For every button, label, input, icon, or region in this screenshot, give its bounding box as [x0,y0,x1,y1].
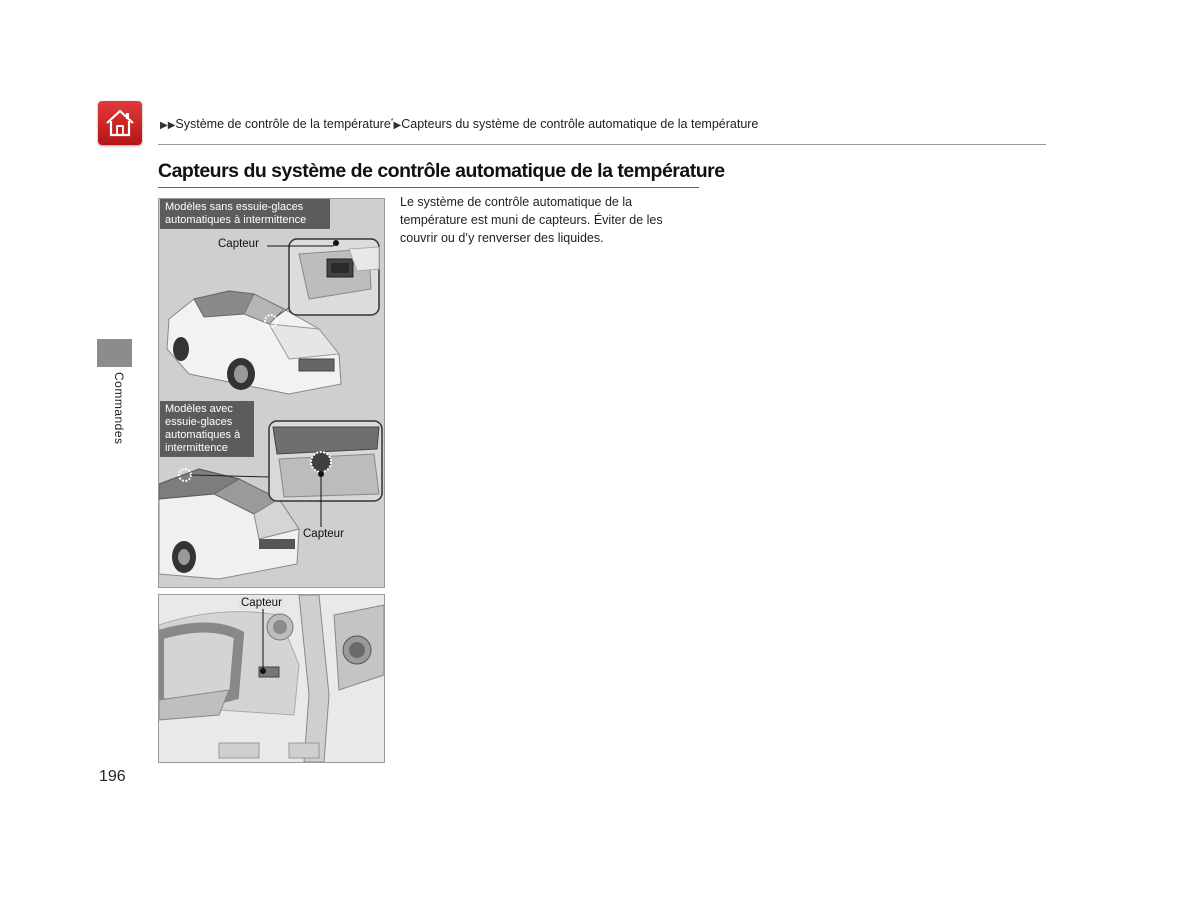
breadcrumb [160,117,758,131]
breadcrumb-current: Capteurs du système de contrôle automatique de la température [401,117,759,131]
model-label-with-auto-wipers: Modèles avec essuie-glaces automatiques à intermittence [160,401,254,457]
home-icon [103,106,137,140]
page-number: 196 [99,768,126,785]
car-illustration-1 [159,199,384,400]
header-divider [158,144,1046,145]
page-title: Capteurs du système de contrôle automatique de la température [158,160,725,182]
sensor-callout-1: Capteur [218,238,259,250]
figure-dashboard-sensor [158,594,385,763]
breadcrumb-asterisk: * [390,117,394,125]
title-underline [158,187,699,188]
breadcrumb-arrow-icon: ▶▶ [160,120,176,131]
side-tab-marker[interactable] [97,339,132,367]
model-label-without-auto-wipers: Modèles sans essuie-glaces automatiques à intermittence [160,199,330,229]
body-paragraph: Le système de contrôle automatique de la température est muni de capteurs. Éviter de les couvrir ou d’y renverser des liquides. [400,195,663,245]
dashboard-illustration [159,595,384,762]
sensor-callout-3: Capteur [241,597,282,609]
side-tab-label: Commandes [112,372,126,445]
breadcrumb-separator-icon: ▶ [393,120,402,131]
home-button[interactable] [98,101,142,145]
breadcrumb-link-climate[interactable]: Système de contrôle de la température [175,117,391,131]
sensor-callout-2: Capteur [303,528,344,540]
